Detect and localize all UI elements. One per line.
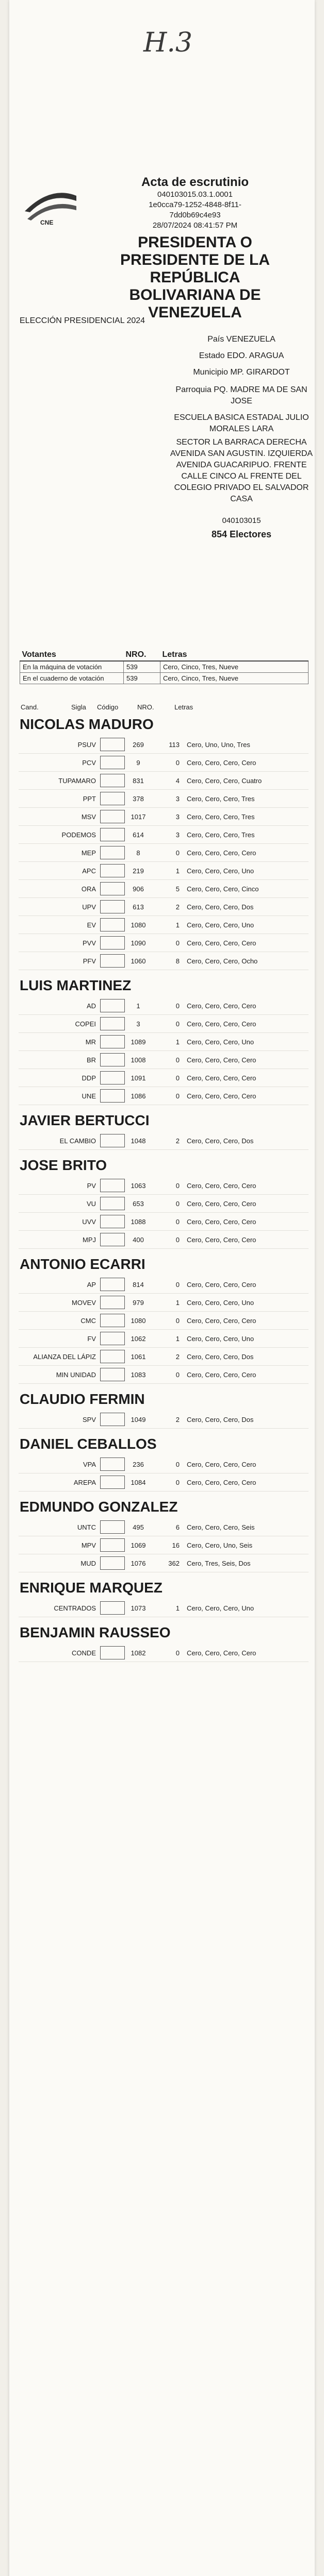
party-code: 1080 — [131, 1316, 146, 1325]
party-acronym: MOVEV — [72, 1298, 96, 1307]
party-logo-box — [100, 999, 125, 1012]
party-row — [19, 1411, 309, 1429]
center-code: 040103015 — [222, 516, 261, 525]
number-header: NRO. — [124, 649, 160, 661]
party-code: 1080 — [131, 921, 146, 929]
party-logo-box — [100, 1179, 125, 1192]
party-acronym: UNTC — [77, 1523, 96, 1531]
party-row — [19, 1132, 309, 1150]
party-votes: 3 — [175, 831, 180, 839]
voters-table — [20, 649, 309, 684]
party-acronym: EL CAMBIO — [59, 1137, 96, 1145]
party-votes: 2 — [175, 1415, 180, 1423]
candidate-name: BENJAMIN RAUSSEO — [20, 1624, 171, 1640]
party-row — [19, 862, 309, 880]
party-code: 1086 — [131, 1092, 146, 1100]
party-votes-words: Cero, Cero, Cero, Cuatro — [187, 776, 262, 785]
heading-line: BOLIVARIANA DE — [129, 286, 261, 303]
party-votes: 2 — [175, 1352, 180, 1361]
party-votes-words: Cero, Cero, Cero, Uno — [187, 1298, 254, 1307]
svg-text:CNE: CNE — [40, 219, 54, 226]
party-votes-words: Cero, Cero, Cero, Cero — [187, 1092, 256, 1100]
party-votes-words: Cero, Cero, Cero, Cero — [187, 1235, 256, 1244]
party-row — [19, 898, 309, 916]
party-votes-words: Cero, Cero, Cero, Cero — [187, 1002, 256, 1010]
party-row — [19, 1644, 309, 1662]
party-votes-words: Cero, Uno, Uno, Tres — [187, 740, 250, 749]
party-votes-words: Cero, Cero, Cero, Cero — [187, 1280, 256, 1289]
party-code: 219 — [133, 867, 144, 875]
party-acronym: PVV — [82, 939, 96, 947]
party-votes-words: Cero, Cero, Cero, Cero — [187, 1217, 256, 1226]
party-code: 1008 — [131, 1056, 146, 1064]
party-code: 1061 — [131, 1352, 146, 1361]
party-acronym: EV — [87, 921, 96, 929]
party-row — [19, 844, 309, 862]
party-row — [19, 1294, 309, 1312]
heading-line: VENEZUELA — [148, 304, 242, 321]
party-row — [19, 1554, 309, 1572]
party-code: 653 — [133, 1199, 144, 1208]
candidate-name: ENRIQUE MARQUEZ — [20, 1580, 163, 1596]
party-votes: 6 — [175, 1523, 180, 1531]
party-code: 979 — [133, 1298, 144, 1307]
party-logo-box — [100, 882, 125, 895]
heading-line: REPÚBLICA — [150, 269, 240, 286]
party-votes: 0 — [175, 1092, 180, 1100]
party-row — [19, 1455, 309, 1473]
party-votes: 1 — [175, 1604, 180, 1612]
party-acronym: CONDE — [72, 1649, 96, 1657]
party-acronym: COPEI — [75, 1020, 96, 1028]
party-code: 8 — [136, 849, 140, 857]
party-acronym: UVV — [82, 1217, 96, 1226]
party-logo-box — [100, 1368, 125, 1381]
party-acronym: AD — [86, 1002, 96, 1010]
party-acronym: BR — [86, 1056, 96, 1064]
party-votes-words: Cero, Cero, Cero, Cero — [187, 1370, 256, 1379]
party-logo-box — [100, 900, 125, 913]
party-row — [19, 1366, 309, 1384]
parish: Parroquia PQ. MADRE MA DE SAN JOSE — [175, 385, 307, 405]
party-code: 614 — [133, 831, 144, 839]
party-votes-words: Cero, Cero, Cero, Cero — [187, 1020, 256, 1028]
party-votes-words: Cero, Cero, Cero, Cero — [187, 1181, 256, 1190]
party-votes: 4 — [175, 776, 180, 785]
party-logo-box — [100, 738, 125, 751]
party-votes-words: Cero, Cero, Cero, Dos — [187, 1415, 254, 1423]
party-votes-words: Cero, Cero, Cero, Dos — [187, 903, 254, 911]
party-votes-words: Cero, Cero, Cero, Cero — [187, 1074, 256, 1082]
party-row — [19, 1213, 309, 1231]
party-logo-box — [100, 1071, 125, 1084]
party-votes: 0 — [175, 1478, 180, 1486]
party-code: 1060 — [131, 957, 146, 965]
party-row — [19, 1015, 309, 1033]
party-code: 400 — [133, 1235, 144, 1244]
party-code: 1088 — [131, 1217, 146, 1226]
party-acronym: PODEMOS — [61, 831, 96, 839]
party-row — [19, 934, 309, 952]
party-acronym: AREPA — [73, 1478, 96, 1486]
party-logo-box — [100, 1646, 125, 1659]
party-logo-box — [100, 1017, 125, 1030]
table-row: En la máquina de votación 539 Cero, Cinco, Tres, Nueve — [20, 661, 309, 673]
party-votes: 1 — [175, 1334, 180, 1343]
party-logo-box — [100, 1233, 125, 1246]
party-votes-words: Cero, Cero, Cero, Uno — [187, 1334, 254, 1343]
party-code: 906 — [133, 885, 144, 893]
party-row — [19, 1348, 309, 1366]
party-logo-box — [100, 1601, 125, 1615]
tally-sheet: H.3 CNE Acta de escrutinio 040103015.03.1.0001 1e0cca79-1252-4848-8f11- 7dd0b69c4e93 28/07/2024 08:41:57 PM PRESIDENTA O PRESIDENTE DE LA REPÚBLICA BOLIVARIANA DE VENEZUELA ELECCIÓN PRESIDENCIAL 2024 País VENEZUELA Estado EDO. ARAGUA Municipio MP. GIRARDOT Parroquia PQ. MADRE MA DE SAN JOSE ESCUELA BASICA ESTADAL JULIO MORALES LARA SECTOR LA BARRACA DERECHA AVENIDA SAN AGUSTIN. IZQUIERDA AVENIDA GUACARIPUO. FRENTE CALLE CINCO AL FRENTE DEL COLEGIO PRIVADO EL SALVADOR CASA 040103015 854 Electores Votantes NRO. Letras En la máquina de votación 539 Cero, Cinco, Tres, Nueve En el cuaderno de votación 539 Cero, Cinco, Tres, Nueve Cand. Sigla Código NRO. Letras NICOLAS MADURO PSUV 269 113 Cero, Uno, Uno, Tres PCV 9 0 Cero, Cero, Cero, Cero TUPAMARO 831 4 Cero, Cero, Cero, Cuatro PPT 378 3 Cero, Cero, Cero, Tres MSV 1017 3 Cero, Cero, Cero, Tres PODEMOS 614 3 Cero, Cero, Cero, Tres MEP 8 0 Cero, Cero, Cero, Cero APC 219 1 Cero, Cero, Cero, Uno ORA 906 5 Cero, Cero, Cero, Cinco UPV 613 2 Cero, Cero, Cero, Dos EV 1080 1 Cero, Cero, Cero, Uno PVV 1090 0 Cero, Cero, Cero, Cero PFV 1060 8 Cero, Cero, Cero, Ocho LUIS MARTINEZ AD 1 0 Cero, Cero, Cero, Cero COPEI 3 0 Cero, Cero, Cero, Cero MR 1089 1 Cero, Cero, Cero, Uno BR 1008 0 Cero, Cero, Cero, Cero DDP 1091 0 Cero, Cero, Cero, Cero UNE 1086 0 Cero, Cero, Cero, Cero JAVIER BERTUCCI EL CAMBIO 1048 2 Cero, Cero, Cero, Dos JOSE BRITO PV 1063 0 Cero, Cero, Cero, Cero VU 653 0 Cero, Cero, Cero, Cero UVV 1088 0 Cero, Cero, Cero, Cero MPJ 400 0 Cero, Cero, Cero, Cero ANTONIO ECARRI AP 814 0 Cero, Cero, Cero, Cero MOVEV 979 1 Cero, Cero, Cero, Uno CMC 1080 0 Cero, Cero, Cero, Cero FV 1062 1 Cero, Cero, Cero, Uno ALIANZA DEL LÁPIZ 1061 2 Cero, Cero, Cero, Dos MIN UNIDAD 1083 0 Cero, Cero, Cero, Cero CLAUDIO FERMIN SPV 1049 2 Cero, Cero, Cero, Dos DANIEL CEBALLOS VPA 236 0 Cero, Cero, Cero, Cero AREPA 1084 0 Cero, Cero, Cero, Cero EDMUNDO GONZALEZ UNTC 495 6 Cero, Cero, Cero, Seis MPV 1069 16 Cero, Cero, Uno, Seis MUD 1076 362 Cero, Tres, Seis, Dos ENRIQUE MARQUEZ CENTRADOS 1073 1 Cero, Cero, Cero, Uno BENJAMIN RAUSSEO CONDE 1082 0 Cero, Cero, Cero, Cero — [9, 0, 315, 2576]
school: ESCUELA BASICA ESTADAL JULIO MORALES LARA — [174, 413, 309, 433]
party-votes: 362 — [168, 1559, 180, 1567]
party-row — [19, 1087, 309, 1105]
heading-line: PRESIDENTA O — [138, 234, 252, 251]
party-row — [19, 826, 309, 844]
party-acronym: CMC — [80, 1316, 96, 1325]
party-code: 1073 — [131, 1604, 146, 1612]
party-acronym: VPA — [83, 1460, 96, 1468]
party-votes: 3 — [175, 794, 180, 803]
candidate-name: CLAUDIO FERMIN — [20, 1391, 145, 1407]
party-votes: 0 — [175, 849, 180, 857]
party-row — [19, 1473, 309, 1492]
party-votes-words: Cero, Cero, Cero, Cero — [187, 1460, 256, 1468]
party-votes-words: Cero, Cero, Cero, Tres — [187, 794, 255, 803]
party-votes-words: Cero, Cero, Cero, Ocho — [187, 957, 258, 965]
party-logo-box — [100, 1413, 125, 1426]
party-acronym: MPV — [81, 1541, 96, 1549]
party-votes: 1 — [175, 867, 180, 875]
party-votes-words: Cero, Cero, Cero, Tres — [187, 831, 255, 839]
electors-count: 854 Electores — [211, 529, 272, 539]
party-code: 1062 — [131, 1334, 146, 1343]
table-row: En el cuaderno de votación 539 Cero, Cinco, Tres, Nueve — [20, 673, 309, 684]
party-row — [19, 1518, 309, 1536]
party-code: 1049 — [131, 1415, 146, 1423]
candidate-name: ANTONIO ECARRI — [20, 1256, 145, 1272]
election-name: ELECCIÓN PRESIDENCIAL 2024 — [20, 316, 145, 325]
party-logo-box — [100, 828, 125, 841]
party-acronym: MPJ — [83, 1235, 96, 1244]
party-votes-words: Cero, Cero, Cero, Cero — [187, 1649, 256, 1657]
party-row — [19, 1177, 309, 1195]
party-row — [19, 1330, 309, 1348]
party-votes-words: Cero, Cero, Cero, Uno — [187, 867, 254, 875]
party-acronym: MUD — [80, 1559, 96, 1567]
party-row — [19, 790, 309, 808]
candidate-name: JOSE BRITO — [20, 1157, 107, 1173]
party-row — [19, 1033, 309, 1051]
party-votes: 0 — [175, 1280, 180, 1289]
party-votes: 1 — [175, 1298, 180, 1307]
party-votes: 16 — [172, 1541, 180, 1549]
party-row — [19, 772, 309, 790]
party-row — [19, 736, 309, 754]
party-votes-words: Cero, Tres, Seis, Dos — [187, 1559, 251, 1567]
party-logo-box — [100, 1053, 125, 1066]
party-code: 1084 — [131, 1478, 146, 1486]
party-acronym: ALIANZA DEL LÁPIZ — [33, 1352, 96, 1361]
heading-line: PRESIDENTE DE LA — [120, 251, 270, 268]
party-votes-words: Cero, Cero, Cero, Cero — [187, 939, 256, 947]
party-row — [19, 1536, 309, 1554]
candidate-name: JAVIER BERTUCCI — [20, 1112, 150, 1128]
handwritten-mark-text: H.3 — [143, 27, 192, 58]
party-logo-box — [100, 1089, 125, 1103]
party-acronym: APC — [82, 867, 96, 875]
cne-logo — [20, 180, 82, 227]
party-logo-box — [100, 864, 125, 877]
party-logo-box — [100, 792, 125, 805]
party-code: 269 — [133, 740, 144, 749]
party-acronym: TUPAMARO — [58, 776, 96, 785]
party-votes: 0 — [175, 1217, 180, 1226]
candidate-name: EDMUNDO GONZALEZ — [20, 1499, 178, 1515]
party-votes-words: Cero, Cero, Cero, Cero — [187, 758, 256, 767]
party-code: 1076 — [131, 1559, 146, 1567]
party-logo-box — [100, 1134, 125, 1147]
country: País VENEZUELA — [207, 335, 276, 344]
party-acronym: PV — [87, 1181, 96, 1190]
party-votes-words: Cero, Cero, Cero, Dos — [187, 1352, 254, 1361]
party-logo-box — [100, 1538, 125, 1552]
party-votes: 0 — [175, 1235, 180, 1244]
party-votes-words: Cero, Cero, Cero, Cero — [187, 849, 256, 857]
party-votes-words: Cero, Cero, Cero, Cero — [187, 1199, 256, 1208]
party-acronym: PSUV — [77, 740, 96, 749]
party-votes: 0 — [175, 1074, 180, 1082]
party-votes: 113 — [169, 740, 180, 749]
party-votes: 0 — [175, 1649, 180, 1657]
party-row — [19, 1069, 309, 1087]
party-code: 1089 — [131, 1038, 146, 1046]
candidate-name: LUIS MARTINEZ — [20, 977, 132, 993]
act-uuid-1: 1e0cca79-1252-4848-8f11- — [149, 200, 241, 209]
party-logo-box — [100, 1350, 125, 1363]
party-row — [19, 1195, 309, 1213]
party-code: 1091 — [131, 1074, 146, 1082]
party-votes: 0 — [175, 1002, 180, 1010]
party-logo-box — [100, 1476, 125, 1489]
party-code: 3 — [136, 1020, 140, 1028]
party-code: 831 — [133, 776, 144, 785]
party-logo-box — [100, 1278, 125, 1291]
party-logo-box — [100, 1314, 125, 1327]
party-code: 495 — [133, 1523, 144, 1531]
party-logo-box — [100, 1332, 125, 1345]
party-code: 1063 — [131, 1181, 146, 1190]
party-code: 1083 — [131, 1370, 146, 1379]
party-acronym: ORA — [81, 885, 96, 893]
candidate-name: DANIEL CEBALLOS — [20, 1436, 157, 1452]
party-acronym: PCV — [82, 758, 96, 767]
party-votes: 2 — [175, 1137, 180, 1145]
party-votes-words: Cero, Cero, Cero, Uno — [187, 921, 254, 929]
party-row — [19, 1231, 309, 1249]
party-acronym: CENTRADOS — [54, 1604, 96, 1612]
party-acronym: SPV — [82, 1415, 96, 1423]
party-votes-words: Cero, Cero, Cero, Uno — [187, 1604, 254, 1612]
party-votes-words: Cero, Cero, Cero, Seis — [187, 1523, 255, 1531]
party-votes: 0 — [175, 939, 180, 947]
municipality: Municipio MP. GIRARDOT — [193, 368, 290, 377]
party-code: 1 — [136, 1002, 140, 1010]
party-code: 1048 — [131, 1137, 146, 1145]
party-logo-box — [100, 1556, 125, 1570]
state: Estado EDO. ARAGUA — [199, 351, 284, 360]
party-code: 1069 — [131, 1541, 146, 1549]
party-code: 1090 — [131, 939, 146, 947]
party-votes: 0 — [175, 1316, 180, 1325]
party-logo-box — [100, 1296, 125, 1309]
party-logo-box — [100, 1197, 125, 1210]
party-code: 814 — [133, 1280, 144, 1289]
address: SECTOR LA BARRACA DERECHA AVENIDA SAN AGUSTIN. IZQUIERDA AVENIDA GUACARIPUO. FRENTE CALLE CINCO AL FRENTE DEL COLEGIO PRIVADO EL SALVADOR CASA — [170, 438, 313, 503]
act-uuid-2: 7dd0b69c4e93 — [169, 211, 221, 219]
party-votes: 2 — [175, 903, 180, 911]
party-acronym: FV — [87, 1334, 96, 1343]
party-votes-words: Cero, Cero, Cero, Cinco — [187, 885, 259, 893]
party-code: 378 — [133, 794, 144, 803]
party-votes: 0 — [175, 1181, 180, 1190]
party-votes-words: Cero, Cero, Cero, Cero — [187, 1478, 256, 1486]
party-row — [19, 1312, 309, 1330]
words-header: Letras — [160, 649, 309, 661]
party-votes: 1 — [175, 921, 180, 929]
party-votes: 8 — [175, 957, 180, 965]
party-acronym: MEP — [81, 849, 96, 857]
party-acronym: DDP — [82, 1074, 96, 1082]
act-title: Acta de escrutinio — [141, 175, 249, 189]
party-votes: 0 — [175, 1020, 180, 1028]
party-row — [19, 1599, 309, 1617]
party-acronym: PFV — [83, 957, 96, 965]
party-votes: 1 — [175, 1038, 180, 1046]
party-acronym: VU — [86, 1199, 96, 1208]
party-row — [19, 952, 309, 970]
party-logo-box — [100, 774, 125, 787]
party-votes: 0 — [175, 758, 180, 767]
party-row — [19, 880, 309, 898]
party-logo-box — [100, 936, 125, 950]
party-row — [19, 808, 309, 826]
party-votes: 0 — [175, 1056, 180, 1064]
party-acronym: UNE — [82, 1092, 96, 1100]
party-acronym: MSV — [81, 812, 96, 821]
party-votes-words: Cero, Cero, Uno, Seis — [187, 1541, 253, 1549]
party-logo-box — [100, 1458, 125, 1471]
party-votes: 0 — [175, 1370, 180, 1379]
party-votes-words: Cero, Cero, Cero, Tres — [187, 812, 255, 821]
party-row — [19, 1276, 309, 1294]
party-logo-box — [100, 954, 125, 968]
header — [87, 175, 303, 321]
party-code: 9 — [136, 758, 140, 767]
party-row — [19, 997, 309, 1015]
party-votes: 0 — [175, 1460, 180, 1468]
party-logo-box — [100, 846, 125, 859]
party-votes-words: Cero, Cero, Cero, Cero — [187, 1056, 256, 1064]
party-row — [19, 916, 309, 934]
party-votes-words: Cero, Cero, Cero, Dos — [187, 1137, 254, 1145]
act-timestamp: 28/07/2024 08:41:57 PM — [152, 221, 238, 230]
party-logo-box — [100, 1215, 125, 1228]
party-code: 1082 — [131, 1649, 146, 1657]
party-logo-box — [100, 918, 125, 931]
party-logo-box — [100, 756, 125, 769]
party-row — [19, 1051, 309, 1069]
candidates-list — [19, 716, 309, 1662]
party-code: 613 — [133, 903, 144, 911]
voters-header: Votantes — [20, 649, 124, 661]
party-code: 236 — [133, 1460, 144, 1468]
party-logo-box — [100, 1035, 125, 1048]
party-row — [19, 754, 309, 772]
party-acronym: AP — [87, 1280, 96, 1289]
handwritten-mark — [138, 21, 210, 67]
party-votes: 5 — [175, 885, 180, 893]
party-acronym: MR — [85, 1038, 96, 1046]
candidate-name: NICOLAS MADURO — [20, 716, 154, 732]
party-votes-words: Cero, Cero, Cero, Cero — [187, 1316, 256, 1325]
party-votes: 3 — [175, 812, 180, 821]
party-acronym: PPT — [83, 794, 96, 803]
party-votes-words: Cero, Cero, Cero, Uno — [187, 1038, 254, 1046]
party-votes: 0 — [175, 1199, 180, 1208]
party-acronym: MIN UNIDAD — [56, 1370, 96, 1379]
party-logo-box — [100, 810, 125, 823]
party-code: 1017 — [131, 812, 146, 821]
party-acronym: UPV — [82, 903, 96, 911]
party-logo-box — [100, 1520, 125, 1534]
act-code: 040103015.03.1.0001 — [157, 190, 233, 199]
